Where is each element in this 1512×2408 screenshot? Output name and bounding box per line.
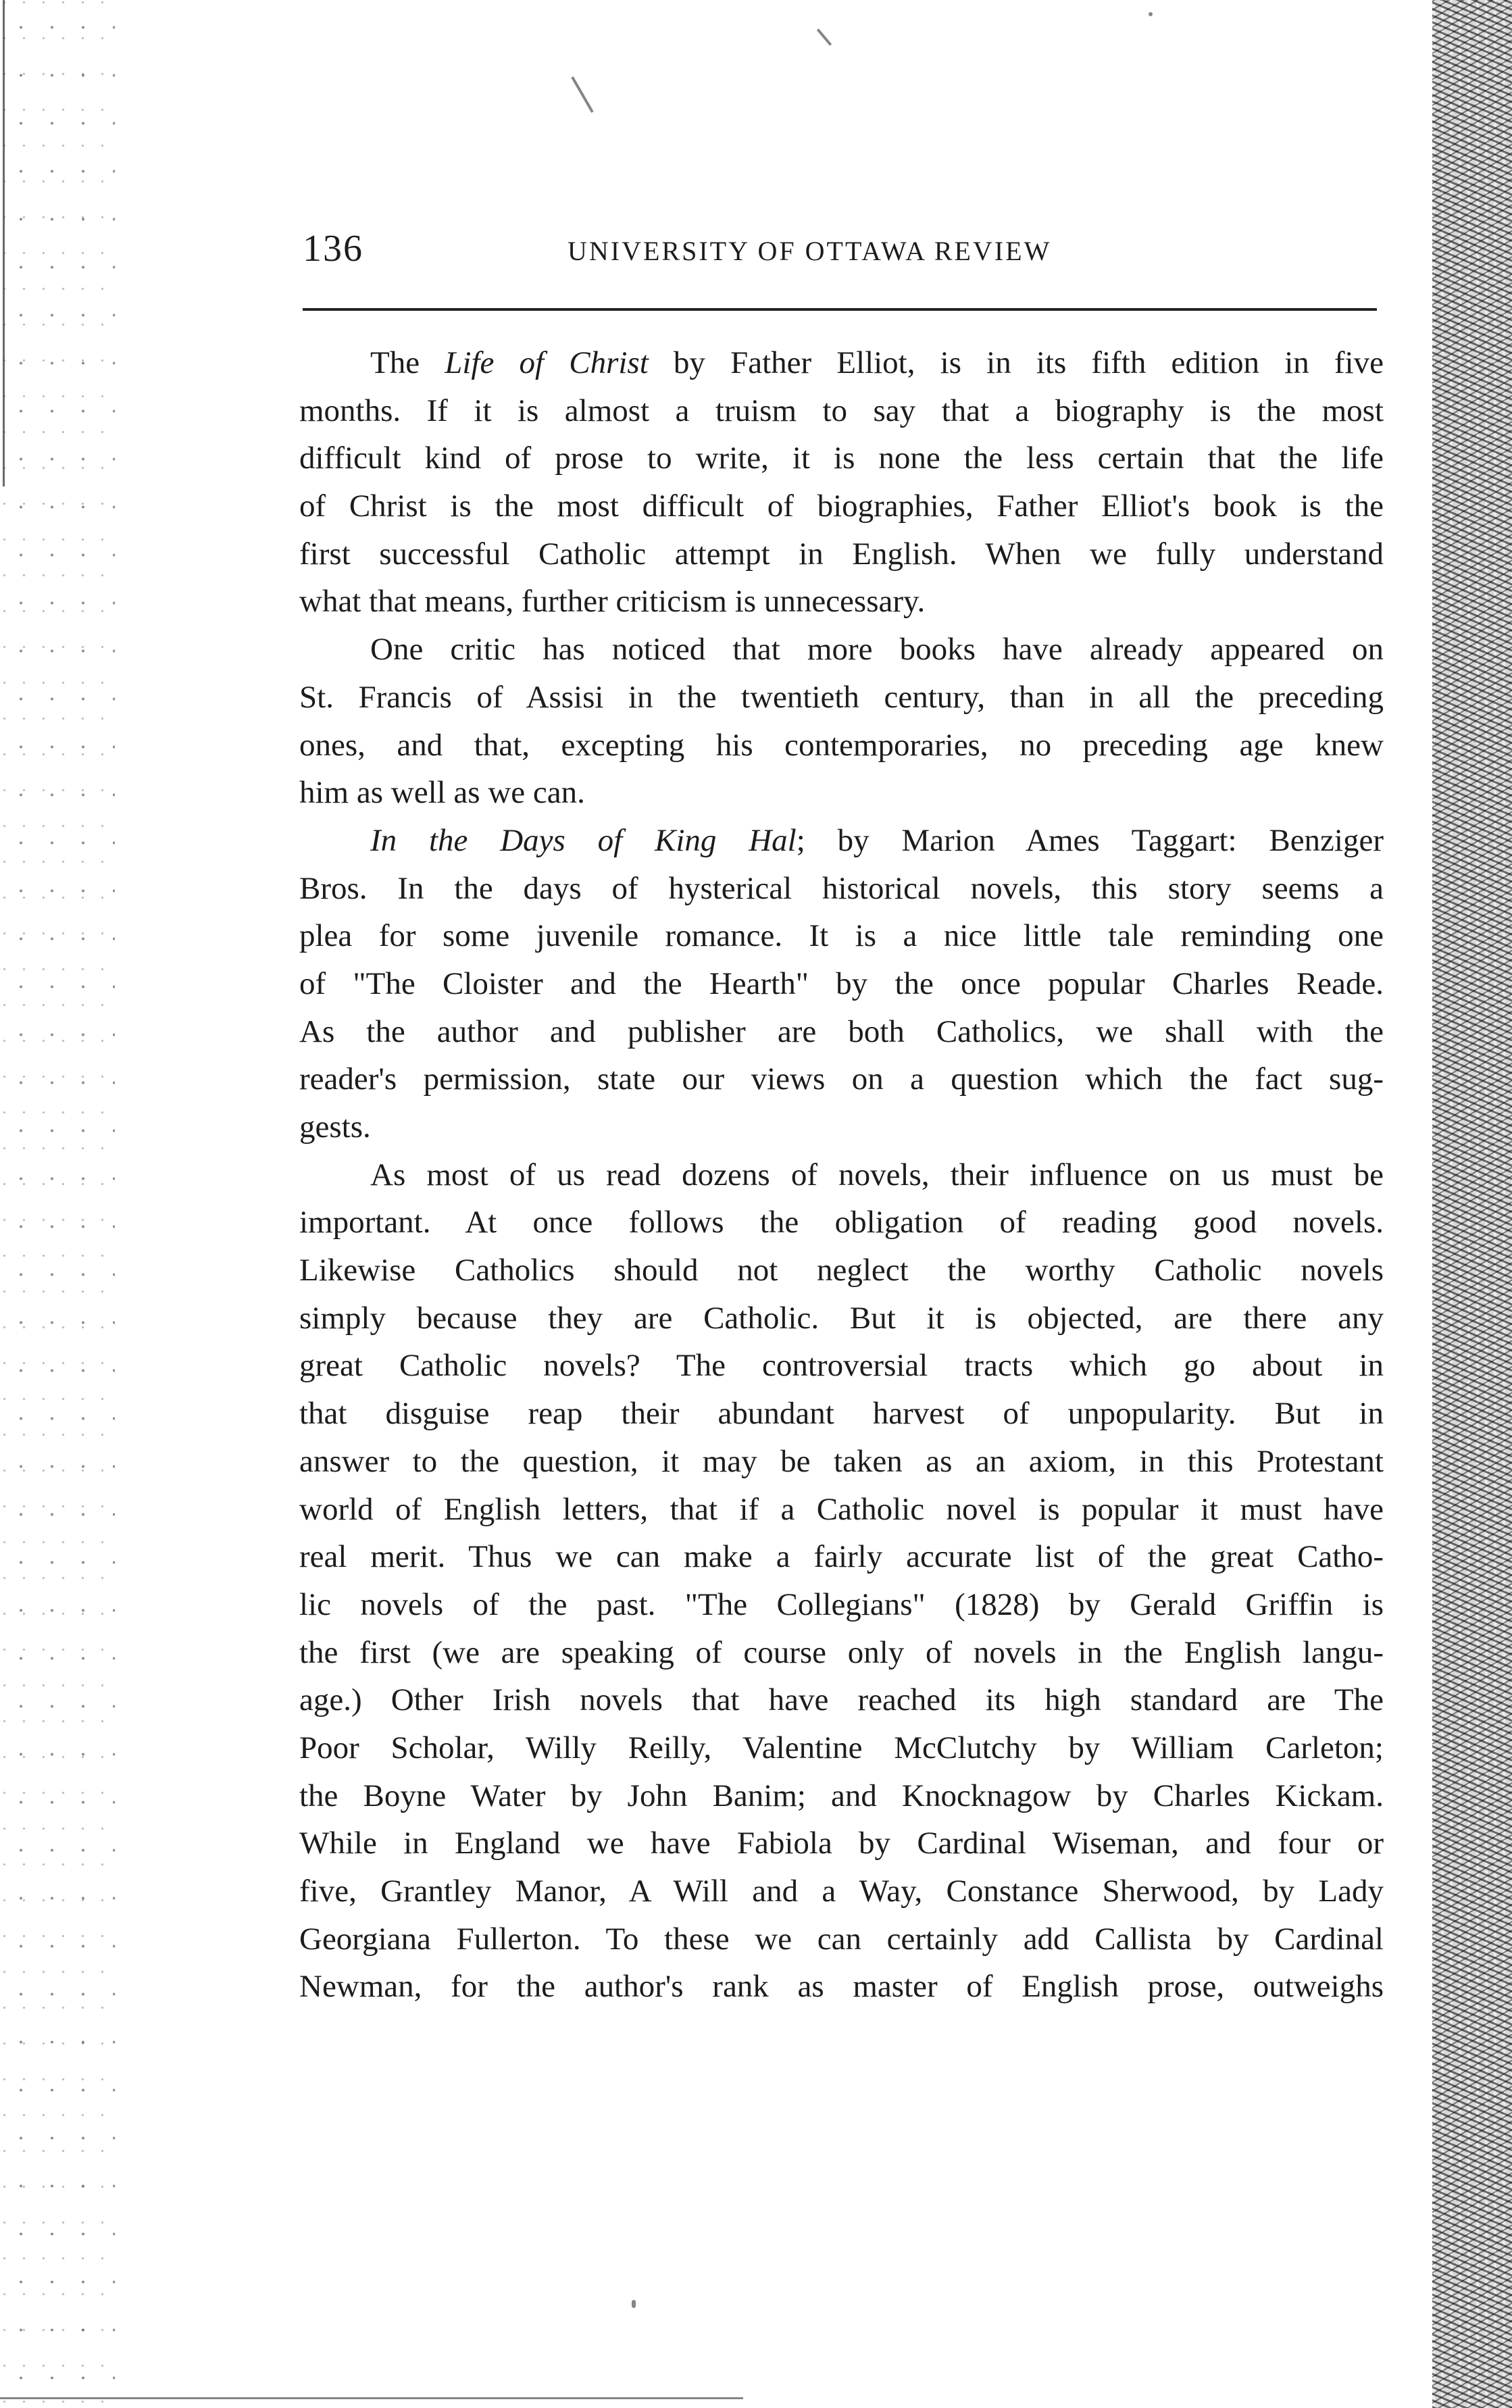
scan-mark: [571, 76, 593, 113]
text-line: first successful Catholic attempt in English. When we fully understand: [299, 536, 1384, 572]
text-line: In the Days of King Hal; by Marion Ames Taggart: Benziger: [370, 822, 1384, 858]
scan-bottom-edge: [0, 2397, 743, 2399]
text-line: Bros. In the days of hysterical historical novels, this story seems a: [299, 870, 1384, 906]
text-line: Newman, for the author's rank as master of English prose, outweighs: [299, 1969, 1384, 2005]
text-line: One critic has noticed that more books have already appeared on: [370, 632, 1384, 668]
text-line: As most of us read dozens of novels, their influence on us must be: [370, 1157, 1384, 1193]
text-line: five, Grantley Manor, A Will and a Way, Constance Sherwood, by Lady: [299, 1874, 1384, 1909]
text-line: St. Francis of Assisi in the twentieth century, than in all the preceding: [299, 679, 1384, 715]
text-line: the first (we are speaking of course only of novels in the English langu-: [299, 1634, 1384, 1670]
text-line: The Life of Christ by Father Elliot, is in its fifth edition in five: [370, 345, 1384, 380]
text-line: Poor Scholar, Willy Reilly, Valentine McClutchy by William Carleton;: [299, 1730, 1384, 1765]
scan-edge-line: [3, 0, 5, 486]
text-line: the Boyne Water by John Banim; and Knocknagow by Charles Kickam.: [299, 1778, 1384, 1813]
text-line: While in England we have Fabiola by Cardinal Wiseman, and four or: [299, 1826, 1384, 1861]
text-line: of "The Cloister and the Hearth" by the once popular Charles Reade.: [299, 965, 1384, 1001]
text-line: important. At once follows the obligation of reading good novels.: [299, 1205, 1384, 1240]
scan-speckle-left: [0, 0, 115, 2408]
header-rule: [303, 308, 1377, 311]
body-text: [299, 339, 1384, 2011]
text-line: As the author and publisher are both Catholics, we shall with the: [299, 1013, 1384, 1049]
text-line: simply because they are Catholic. But it is objected, are there any: [299, 1300, 1384, 1336]
text-line: age.) Other Irish novels that have reached its high standard are The: [299, 1682, 1384, 1718]
scan-mark: [1149, 12, 1153, 16]
text-line: great Catholic novels? The controversial tracts which go about in: [299, 1348, 1384, 1384]
text-line: Likewise Catholics should not neglect the worthy Catholic novels: [299, 1253, 1384, 1288]
scan-binding-edge: [1432, 0, 1512, 2408]
text-line: that disguise reap their abundant harvest of unpopularity. But in: [299, 1396, 1384, 1432]
text-line: answer to the question, it may be taken as an axiom, in this Protestant: [299, 1443, 1384, 1479]
scan-mark: [817, 28, 832, 46]
page-number: 136: [303, 228, 363, 270]
text-line: difficult kind of prose to write, it is none the less certain that the life: [299, 441, 1384, 476]
text-line: of Christ is the most difficult of biographies, Father Elliot's book is the: [299, 488, 1384, 524]
text-line: world of English letters, that if a Catholic novel is popular it must have: [299, 1491, 1384, 1527]
text-line: lic novels of the past. "The Collegians" (1828) by Gerald Griffin is: [299, 1586, 1384, 1622]
running-head: UNIVERSITY OF OTTAWA REVIEW: [568, 236, 1052, 266]
text-line: plea for some juvenile romance. It is a nice little tale reminding one: [299, 918, 1384, 954]
text-line: what that means, further criticism is unnecessary.: [299, 584, 926, 620]
text-line: Georgiana Fullerton. To these we can certainly add Callista by Cardinal: [299, 1921, 1384, 1957]
text-line: ones, and that, excepting his contemporaries, no preceding age knew: [299, 727, 1384, 763]
text-line: real merit. Thus we can make a fairly accurate list of the great Catho-: [299, 1539, 1384, 1575]
text-line: months. If it is almost a truism to say that a biography is the most: [299, 393, 1384, 428]
text-line: him as well as we can.: [299, 775, 585, 811]
text-line: reader's permission, state our views on a question which the fact sug-: [299, 1061, 1384, 1097]
text-line: gests.: [299, 1109, 371, 1145]
scan-mark: [632, 2300, 636, 2308]
